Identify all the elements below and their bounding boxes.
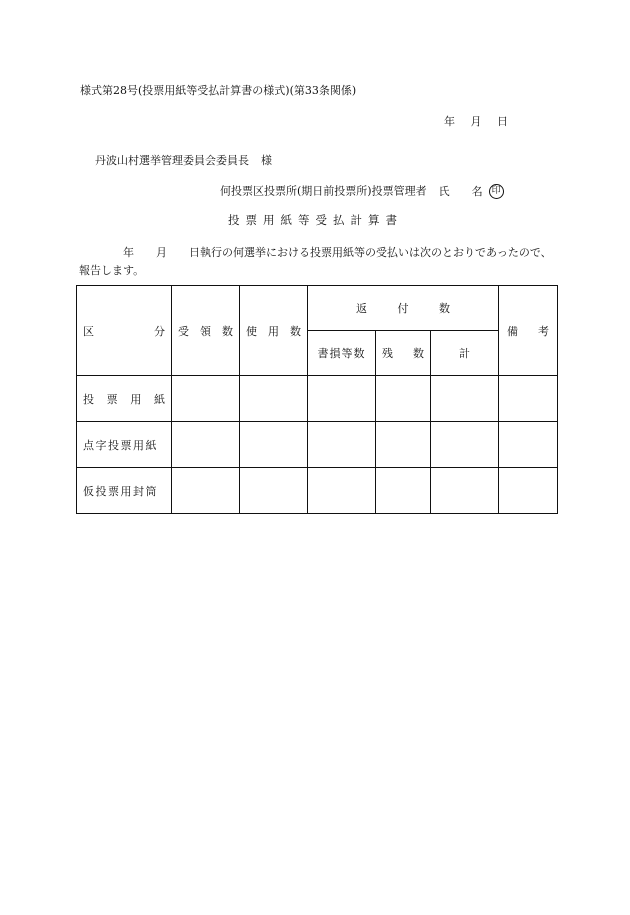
cell[interactable] [172, 468, 240, 514]
cell[interactable] [308, 422, 376, 468]
header-category: 区 分 [77, 286, 172, 376]
addressee-name: 丹波山村選挙管理委員会委員長 [95, 154, 249, 167]
manager-name-label: 氏 名 [438, 184, 483, 198]
ledger-table [76, 285, 558, 514]
manager-label: 何投票区投票所(期日前投票所)投票管理者 [220, 184, 427, 198]
addressee-honorific: 様 [261, 154, 272, 167]
cell[interactable] [431, 376, 499, 422]
body-sentence: 執行の何選挙における投票用紙等の受払いは次のとおりであったので、報告します。 [79, 246, 552, 277]
header-used: 使 用 数 [240, 286, 308, 376]
date-month: 月 [470, 115, 482, 128]
subheader-total: 計 [431, 331, 499, 376]
cell[interactable] [172, 422, 240, 468]
seal-mark: 印 [489, 184, 504, 199]
cell[interactable] [431, 422, 499, 468]
cell[interactable] [376, 376, 431, 422]
body-day: 日 [189, 246, 200, 259]
subheader-spoiled: 書損等数 [308, 331, 376, 376]
row-label-ballot-paper: 投 票 用 紙 [77, 376, 172, 422]
date-year: 年 [444, 115, 455, 128]
cell[interactable] [499, 422, 558, 468]
table-row [77, 468, 558, 514]
cell[interactable] [376, 468, 431, 514]
header-received: 受 領 数 [172, 286, 240, 376]
manager-line [220, 184, 504, 199]
form-number: 様式第28号(投票用紙等受払計算書の様式)(第33条関係) [80, 84, 357, 97]
date-day: 日 [497, 115, 508, 128]
subheader-remaining: 残 数 [376, 331, 431, 376]
cell[interactable] [240, 422, 308, 468]
body-month: 月 [156, 246, 167, 259]
table-row [77, 376, 558, 422]
row-label-provisional-envelope: 仮投票用封筒 [77, 468, 172, 514]
body-text [79, 244, 554, 280]
row-label-braille-ballot: 点字投票用紙 [77, 422, 172, 468]
cell[interactable] [376, 422, 431, 468]
cell[interactable] [499, 468, 558, 514]
table-row [77, 422, 558, 468]
header-returned: 返 付 数 [308, 286, 499, 331]
addressee [95, 154, 272, 168]
cell[interactable] [499, 376, 558, 422]
cell[interactable] [172, 376, 240, 422]
cell[interactable] [431, 468, 499, 514]
header-remarks: 備 考 [499, 286, 558, 376]
document-title: 投票用紙等受払計算書 [228, 213, 403, 227]
cell[interactable] [240, 376, 308, 422]
body-year: 年 [123, 246, 134, 259]
cell[interactable] [240, 468, 308, 514]
cell[interactable] [308, 468, 376, 514]
date-line [444, 115, 508, 129]
cell[interactable] [308, 376, 376, 422]
